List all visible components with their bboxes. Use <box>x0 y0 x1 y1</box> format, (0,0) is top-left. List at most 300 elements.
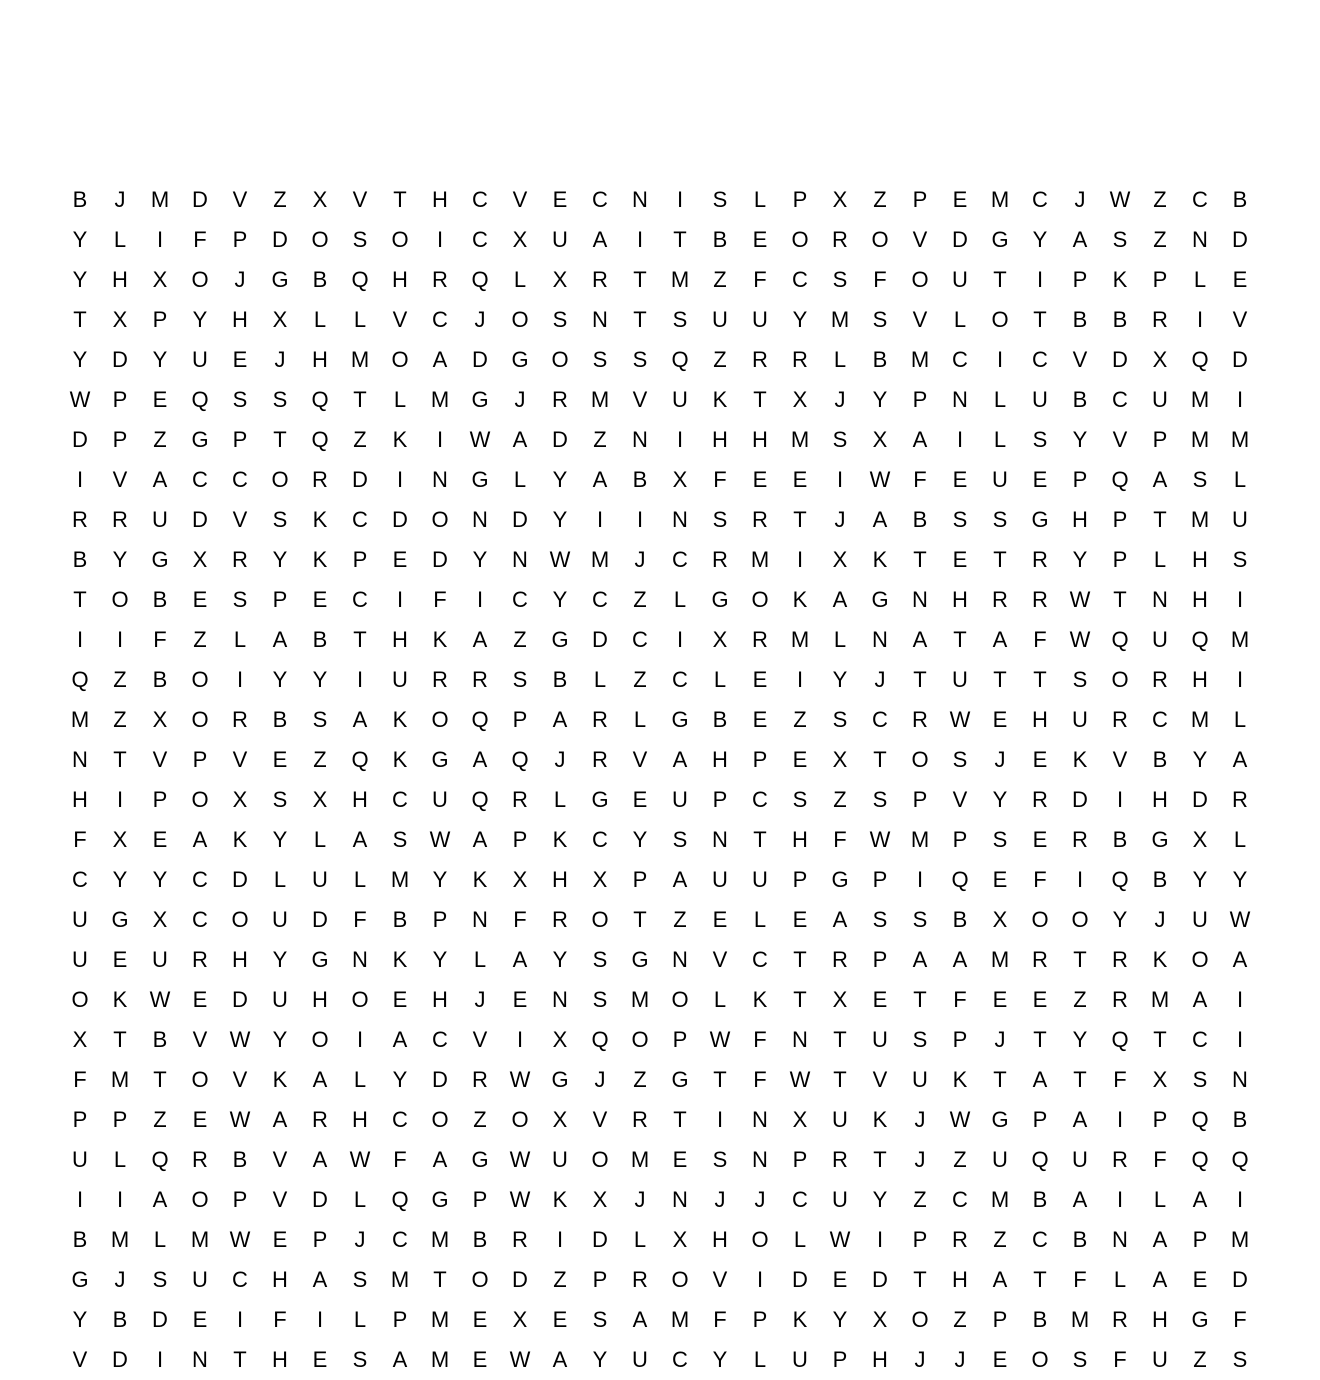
letter-cell[interactable]: P <box>592 1267 608 1292</box>
letter-cell[interactable]: A <box>632 1307 648 1332</box>
letter-cell[interactable]: W <box>549 547 571 572</box>
letter-cell[interactable]: B <box>152 667 168 692</box>
letter-cell[interactable]: X <box>1192 827 1208 852</box>
letter-cell[interactable]: M <box>630 1147 650 1172</box>
letter-cell[interactable]: E <box>152 387 168 412</box>
letter-cell[interactable]: Z <box>793 707 807 732</box>
letter-cell[interactable]: B <box>312 627 328 652</box>
letter-cell[interactable]: L <box>993 427 1007 452</box>
letter-cell[interactable]: A <box>312 1267 328 1292</box>
letter-cell[interactable]: P <box>632 867 648 892</box>
letter-cell[interactable]: K <box>312 547 328 572</box>
letter-cell[interactable]: N <box>1152 587 1168 612</box>
letter-cell[interactable]: C <box>512 587 528 612</box>
letter-cell[interactable]: F <box>273 1307 287 1332</box>
letter-cell[interactable]: I <box>396 587 404 612</box>
letter-cell[interactable]: U <box>72 947 88 972</box>
letter-cell[interactable]: D <box>512 1267 528 1292</box>
letter-cell[interactable]: N <box>872 627 888 652</box>
letter-cell[interactable]: B <box>952 907 968 932</box>
letter-cell[interactable]: P <box>912 787 928 812</box>
letter-cell[interactable]: O <box>1191 947 1209 972</box>
letter-cell[interactable]: O <box>271 467 289 492</box>
letter-cell[interactable]: T <box>633 307 647 332</box>
letter-cell[interactable]: C <box>1152 707 1168 732</box>
letter-cell[interactable]: J <box>914 1147 926 1172</box>
letter-cell[interactable]: S <box>1192 467 1208 492</box>
letter-cell[interactable]: L <box>393 387 407 412</box>
letter-cell[interactable]: G <box>471 1147 489 1172</box>
letter-cell[interactable]: A <box>1152 1227 1168 1252</box>
letter-cell[interactable]: I <box>316 1307 324 1332</box>
letter-cell[interactable]: A <box>1192 1187 1208 1212</box>
letter-cell[interactable]: Y <box>432 947 448 972</box>
letter-cell[interactable]: W <box>509 1067 531 1092</box>
letter-cell[interactable]: I <box>516 1027 524 1052</box>
letter-cell[interactable]: K <box>1072 747 1088 772</box>
letter-cell[interactable]: L <box>113 1147 127 1172</box>
letter-cell[interactable]: D <box>352 467 368 492</box>
letter-cell[interactable]: Y <box>552 467 568 492</box>
letter-cell[interactable]: O <box>511 1107 529 1132</box>
letter-cell[interactable]: S <box>352 227 368 252</box>
letter-cell[interactable]: X <box>512 227 528 252</box>
letter-cell[interactable]: W <box>1109 187 1131 212</box>
letter-cell[interactable]: I <box>836 467 844 492</box>
letter-cell[interactable]: P <box>112 427 128 452</box>
letter-cell[interactable]: N <box>672 947 688 972</box>
letter-cell[interactable]: H <box>1032 707 1048 732</box>
letter-cell[interactable]: C <box>472 187 488 212</box>
letter-cell[interactable]: I <box>236 1307 244 1332</box>
letter-cell[interactable]: H <box>112 267 128 292</box>
letter-cell[interactable]: R <box>592 747 608 772</box>
letter-cell[interactable]: B <box>472 1227 488 1252</box>
letter-cell[interactable]: F <box>753 1067 767 1092</box>
letter-cell[interactable]: M <box>910 347 930 372</box>
letter-cell[interactable]: J <box>554 747 566 772</box>
letter-cell[interactable]: Z <box>1073 987 1087 1012</box>
letter-cell[interactable]: P <box>392 1307 408 1332</box>
letter-cell[interactable]: R <box>552 387 568 412</box>
letter-cell[interactable]: R <box>232 707 248 732</box>
letter-cell[interactable]: H <box>712 747 728 772</box>
letter-cell[interactable]: M <box>630 987 650 1012</box>
letter-cell[interactable]: G <box>431 1187 449 1212</box>
letter-cell[interactable]: H <box>712 427 728 452</box>
letter-cell[interactable]: K <box>712 387 728 412</box>
letter-cell[interactable]: Y <box>1032 227 1048 252</box>
letter-cell[interactable]: Z <box>273 187 287 212</box>
letter-cell[interactable]: H <box>432 987 448 1012</box>
letter-cell[interactable]: N <box>552 987 568 1012</box>
letter-cell[interactable]: W <box>949 1107 971 1132</box>
letter-cell[interactable]: E <box>152 827 168 852</box>
letter-cell[interactable]: Y <box>592 1347 608 1372</box>
letter-cell[interactable]: B <box>1072 1227 1088 1252</box>
letter-cell[interactable]: Z <box>913 1187 927 1212</box>
letter-cell[interactable]: R <box>1112 707 1128 732</box>
letter-cell[interactable]: P <box>912 387 928 412</box>
letter-cell[interactable]: T <box>953 627 967 652</box>
letter-cell[interactable]: H <box>1192 587 1208 612</box>
letter-cell[interactable]: B <box>1112 827 1128 852</box>
letter-cell[interactable]: Z <box>633 1067 647 1092</box>
letter-cell[interactable]: X <box>832 747 848 772</box>
letter-cell[interactable]: I <box>1236 987 1244 1012</box>
letter-cell[interactable]: E <box>392 547 408 572</box>
letter-cell[interactable]: Q <box>1031 1147 1049 1172</box>
letter-cell[interactable]: M <box>1230 1227 1250 1252</box>
letter-cell[interactable]: G <box>431 747 449 772</box>
letter-cell[interactable]: E <box>192 1107 208 1132</box>
letter-cell[interactable]: Z <box>1193 1347 1207 1372</box>
letter-cell[interactable]: T <box>73 587 87 612</box>
letter-cell[interactable]: P <box>1152 427 1168 452</box>
letter-cell[interactable]: Y <box>872 387 888 412</box>
letter-cell[interactable]: C <box>1112 387 1128 412</box>
letter-cell[interactable]: R <box>552 907 568 932</box>
letter-cell[interactable]: B <box>712 227 728 252</box>
letter-cell[interactable]: J <box>274 347 286 372</box>
letter-cell[interactable]: D <box>472 347 488 372</box>
letter-cell[interactable]: D <box>792 1267 808 1292</box>
letter-cell[interactable]: U <box>752 867 768 892</box>
letter-cell[interactable]: C <box>232 1267 248 1292</box>
letter-cell[interactable]: Z <box>633 667 647 692</box>
letter-cell[interactable]: A <box>272 1107 288 1132</box>
letter-cell[interactable]: U <box>1232 507 1248 532</box>
letter-cell[interactable]: N <box>592 307 608 332</box>
letter-cell[interactable]: X <box>192 547 208 572</box>
letter-cell[interactable]: D <box>432 547 448 572</box>
letter-cell[interactable]: P <box>272 587 288 612</box>
letter-cell[interactable]: T <box>713 1067 727 1092</box>
letter-cell[interactable]: U <box>672 387 688 412</box>
letter-cell[interactable]: T <box>993 1067 1007 1092</box>
letter-cell[interactable]: Z <box>953 1147 967 1172</box>
letter-cell[interactable]: Z <box>593 427 607 452</box>
letter-cell[interactable]: U <box>832 1187 848 1212</box>
letter-cell[interactable]: I <box>1236 1027 1244 1052</box>
letter-cell[interactable]: R <box>1112 947 1128 972</box>
letter-cell[interactable]: C <box>952 1187 968 1212</box>
letter-cell[interactable]: Q <box>471 267 489 292</box>
letter-cell[interactable]: D <box>192 187 208 212</box>
letter-cell[interactable]: L <box>113 227 127 252</box>
letter-cell[interactable]: F <box>513 907 527 932</box>
letter-cell[interactable]: P <box>112 387 128 412</box>
letter-cell[interactable]: E <box>312 1347 328 1372</box>
letter-cell[interactable]: W <box>349 1147 371 1172</box>
letter-cell[interactable]: N <box>1112 1227 1128 1252</box>
letter-cell[interactable]: V <box>472 1027 488 1052</box>
letter-cell[interactable]: Y <box>152 347 168 372</box>
letter-cell[interactable]: E <box>392 987 408 1012</box>
letter-cell[interactable]: O <box>631 1027 649 1052</box>
letter-cell[interactable]: O <box>671 987 689 1012</box>
letter-cell[interactable]: A <box>432 1147 448 1172</box>
letter-cell[interactable]: Z <box>113 667 127 692</box>
letter-cell[interactable]: H <box>232 947 248 972</box>
letter-cell[interactable]: M <box>590 387 610 412</box>
letter-cell[interactable]: A <box>992 627 1008 652</box>
letter-cell[interactable]: E <box>232 347 248 372</box>
letter-cell[interactable]: B <box>72 187 88 212</box>
letter-cell[interactable]: O <box>191 1067 209 1092</box>
letter-cell[interactable]: R <box>112 507 128 532</box>
letter-cell[interactable]: D <box>952 227 968 252</box>
letter-cell[interactable]: A <box>192 827 208 852</box>
letter-cell[interactable]: L <box>353 1187 367 1212</box>
letter-cell[interactable]: G <box>871 587 889 612</box>
letter-cell[interactable]: B <box>712 707 728 732</box>
letter-cell[interactable]: O <box>1031 1347 1049 1372</box>
letter-cell[interactable]: I <box>76 467 84 492</box>
letter-cell[interactable]: A <box>432 347 448 372</box>
letter-cell[interactable]: E <box>872 987 888 1012</box>
letter-cell[interactable]: T <box>113 747 127 772</box>
letter-cell[interactable]: Y <box>112 547 128 572</box>
letter-cell[interactable]: B <box>1232 1107 1248 1132</box>
letter-cell[interactable]: Y <box>832 1307 848 1332</box>
letter-cell[interactable]: C <box>232 467 248 492</box>
letter-cell[interactable]: I <box>596 507 604 532</box>
letter-cell[interactable]: E <box>1032 467 1048 492</box>
letter-cell[interactable]: Y <box>312 667 328 692</box>
letter-cell[interactable]: R <box>752 347 768 372</box>
letter-cell[interactable]: Q <box>671 347 689 372</box>
letter-cell[interactable]: F <box>393 1147 407 1172</box>
letter-cell[interactable]: O <box>191 1187 209 1212</box>
letter-cell[interactable]: J <box>914 1347 926 1372</box>
letter-cell[interactable]: P <box>752 747 768 772</box>
letter-cell[interactable]: Y <box>152 867 168 892</box>
letter-cell[interactable]: J <box>994 747 1006 772</box>
letter-cell[interactable]: Y <box>472 547 488 572</box>
letter-cell[interactable]: T <box>913 1267 927 1292</box>
letter-cell[interactable]: X <box>792 1107 808 1132</box>
letter-cell[interactable]: Q <box>1111 627 1129 652</box>
letter-cell[interactable]: U <box>272 987 288 1012</box>
letter-cell[interactable]: E <box>272 747 288 772</box>
letter-cell[interactable]: S <box>1232 1347 1248 1372</box>
letter-cell[interactable]: I <box>1116 1187 1124 1212</box>
letter-cell[interactable]: F <box>1033 867 1047 892</box>
letter-cell[interactable]: V <box>72 1347 88 1372</box>
letter-cell[interactable]: O <box>311 1027 329 1052</box>
letter-cell[interactable]: D <box>192 507 208 532</box>
letter-cell[interactable]: F <box>1113 1347 1127 1372</box>
letter-cell[interactable]: T <box>873 747 887 772</box>
letter-cell[interactable]: C <box>672 1347 688 1372</box>
letter-cell[interactable]: H <box>392 627 408 652</box>
letter-cell[interactable]: B <box>1152 867 1168 892</box>
letter-cell[interactable]: R <box>912 707 928 732</box>
letter-cell[interactable]: J <box>714 1187 726 1212</box>
letter-cell[interactable]: D <box>152 1307 168 1332</box>
letter-cell[interactable]: D <box>552 427 568 452</box>
letter-cell[interactable]: X <box>672 1227 688 1252</box>
letter-cell[interactable]: G <box>991 227 1009 252</box>
letter-cell[interactable]: D <box>112 1347 128 1372</box>
letter-cell[interactable]: N <box>792 1027 808 1052</box>
letter-cell[interactable]: F <box>833 827 847 852</box>
letter-cell[interactable]: Y <box>1192 747 1208 772</box>
letter-cell[interactable]: L <box>273 867 287 892</box>
letter-cell[interactable]: J <box>954 1347 966 1372</box>
letter-cell[interactable]: I <box>876 1227 884 1252</box>
letter-cell[interactable]: A <box>472 747 488 772</box>
letter-cell[interactable]: Z <box>993 1227 1007 1252</box>
letter-cell[interactable]: R <box>1152 307 1168 332</box>
letter-cell[interactable]: C <box>592 827 608 852</box>
letter-cell[interactable]: L <box>313 307 327 332</box>
letter-cell[interactable]: K <box>752 987 768 1012</box>
letter-cell[interactable]: H <box>272 1267 288 1292</box>
letter-cell[interactable]: R <box>1072 827 1088 852</box>
letter-cell[interactable]: P <box>952 827 968 852</box>
letter-cell[interactable]: V <box>912 307 928 332</box>
letter-cell[interactable]: U <box>152 507 168 532</box>
letter-cell[interactable]: Z <box>833 787 847 812</box>
letter-cell[interactable]: T <box>153 1067 167 1092</box>
letter-cell[interactable]: I <box>156 227 164 252</box>
letter-cell[interactable]: J <box>114 1267 126 1292</box>
letter-cell[interactable]: M <box>1190 507 1210 532</box>
letter-cell[interactable]: K <box>392 747 408 772</box>
letter-cell[interactable]: O <box>551 347 569 372</box>
letter-cell[interactable]: K <box>392 947 408 972</box>
letter-cell[interactable]: Y <box>272 947 288 972</box>
letter-cell[interactable]: H <box>1072 507 1088 532</box>
letter-cell[interactable]: X <box>512 1307 528 1332</box>
letter-cell[interactable]: C <box>472 227 488 252</box>
letter-cell[interactable]: G <box>1191 1307 1209 1332</box>
letter-cell[interactable]: T <box>1073 1067 1087 1092</box>
letter-cell[interactable]: W <box>829 1227 851 1252</box>
letter-cell[interactable]: Q <box>351 267 369 292</box>
letter-cell[interactable]: D <box>112 347 128 372</box>
letter-cell[interactable]: T <box>673 1107 687 1132</box>
letter-cell[interactable]: Z <box>153 427 167 452</box>
letter-cell[interactable]: V <box>1112 747 1128 772</box>
letter-cell[interactable]: M <box>590 547 610 572</box>
letter-cell[interactable]: E <box>1032 827 1048 852</box>
letter-cell[interactable]: U <box>712 307 728 332</box>
letter-cell[interactable]: T <box>353 387 367 412</box>
letter-cell[interactable]: A <box>952 947 968 972</box>
letter-cell[interactable]: O <box>71 987 89 1012</box>
letter-cell[interactable]: C <box>72 867 88 892</box>
letter-cell[interactable]: O <box>191 787 209 812</box>
letter-cell[interactable]: J <box>994 1027 1006 1052</box>
letter-cell[interactable]: U <box>1072 707 1088 732</box>
letter-cell[interactable]: G <box>631 947 649 972</box>
letter-cell[interactable]: W <box>1069 587 1091 612</box>
letter-cell[interactable]: E <box>952 187 968 212</box>
letter-cell[interactable]: L <box>313 827 327 852</box>
letter-cell[interactable]: P <box>832 1347 848 1372</box>
letter-cell[interactable]: Y <box>1112 907 1128 932</box>
letter-cell[interactable]: J <box>754 1187 766 1212</box>
letter-cell[interactable]: N <box>472 907 488 932</box>
letter-cell[interactable]: R <box>832 1147 848 1172</box>
letter-cell[interactable]: F <box>1033 627 1047 652</box>
letter-cell[interactable]: M <box>750 547 770 572</box>
letter-cell[interactable]: C <box>592 187 608 212</box>
letter-cell[interactable]: B <box>152 587 168 612</box>
letter-cell[interactable]: X <box>152 707 168 732</box>
letter-cell[interactable]: U <box>712 867 728 892</box>
letter-cell[interactable]: J <box>834 507 846 532</box>
letter-cell[interactable]: X <box>712 627 728 652</box>
letter-cell[interactable]: O <box>1031 907 1049 932</box>
letter-cell[interactable]: L <box>1233 827 1247 852</box>
letter-cell[interactable]: O <box>431 507 449 532</box>
letter-cell[interactable]: J <box>354 1227 366 1252</box>
letter-cell[interactable]: W <box>469 427 491 452</box>
letter-cell[interactable]: X <box>152 907 168 932</box>
letter-cell[interactable]: L <box>1233 467 1247 492</box>
letter-cell[interactable]: C <box>1192 187 1208 212</box>
letter-cell[interactable]: P <box>792 1147 808 1172</box>
letter-cell[interactable]: Y <box>272 547 288 572</box>
letter-cell[interactable]: A <box>472 827 488 852</box>
letter-cell[interactable]: C <box>352 507 368 532</box>
letter-cell[interactable]: Y <box>272 667 288 692</box>
letter-cell[interactable]: V <box>952 787 968 812</box>
letter-cell[interactable]: U <box>832 1107 848 1132</box>
letter-cell[interactable]: X <box>832 187 848 212</box>
letter-cell[interactable]: L <box>833 627 847 652</box>
letter-cell[interactable]: A <box>672 747 688 772</box>
letter-cell[interactable]: S <box>552 307 568 332</box>
letter-cell[interactable]: S <box>392 827 408 852</box>
letter-cell[interactable]: Z <box>633 587 647 612</box>
letter-cell[interactable]: K <box>312 507 328 532</box>
letter-cell[interactable]: E <box>192 1307 208 1332</box>
letter-cell[interactable]: Q <box>151 1147 169 1172</box>
letter-cell[interactable]: R <box>512 1227 528 1252</box>
letter-cell[interactable]: A <box>352 827 368 852</box>
letter-cell[interactable]: T <box>793 947 807 972</box>
letter-cell[interactable]: Y <box>72 1307 88 1332</box>
letter-cell[interactable]: S <box>1112 227 1128 252</box>
letter-cell[interactable]: W <box>229 1227 251 1252</box>
letter-cell[interactable]: K <box>392 707 408 732</box>
letter-cell[interactable]: A <box>1192 987 1208 1012</box>
letter-cell[interactable]: B <box>72 547 88 572</box>
letter-cell[interactable]: Y <box>872 1187 888 1212</box>
letter-cell[interactable]: R <box>1032 547 1048 572</box>
letter-cell[interactable]: T <box>793 987 807 1012</box>
letter-cell[interactable]: Q <box>1111 867 1129 892</box>
letter-cell[interactable]: B <box>232 1147 248 1172</box>
letter-cell[interactable]: U <box>152 947 168 972</box>
letter-cell[interactable]: V <box>712 1267 728 1292</box>
letter-cell[interactable]: Q <box>1191 1107 1209 1132</box>
letter-cell[interactable]: D <box>872 1267 888 1292</box>
letter-cell[interactable]: U <box>632 1347 648 1372</box>
letter-cell[interactable]: N <box>1192 227 1208 252</box>
letter-cell[interactable]: A <box>472 627 488 652</box>
letter-cell[interactable]: U <box>1072 1147 1088 1172</box>
letter-cell[interactable]: M <box>990 947 1010 972</box>
letter-cell[interactable]: S <box>1192 1067 1208 1092</box>
letter-cell[interactable]: A <box>392 1027 408 1052</box>
letter-cell[interactable]: C <box>752 947 768 972</box>
